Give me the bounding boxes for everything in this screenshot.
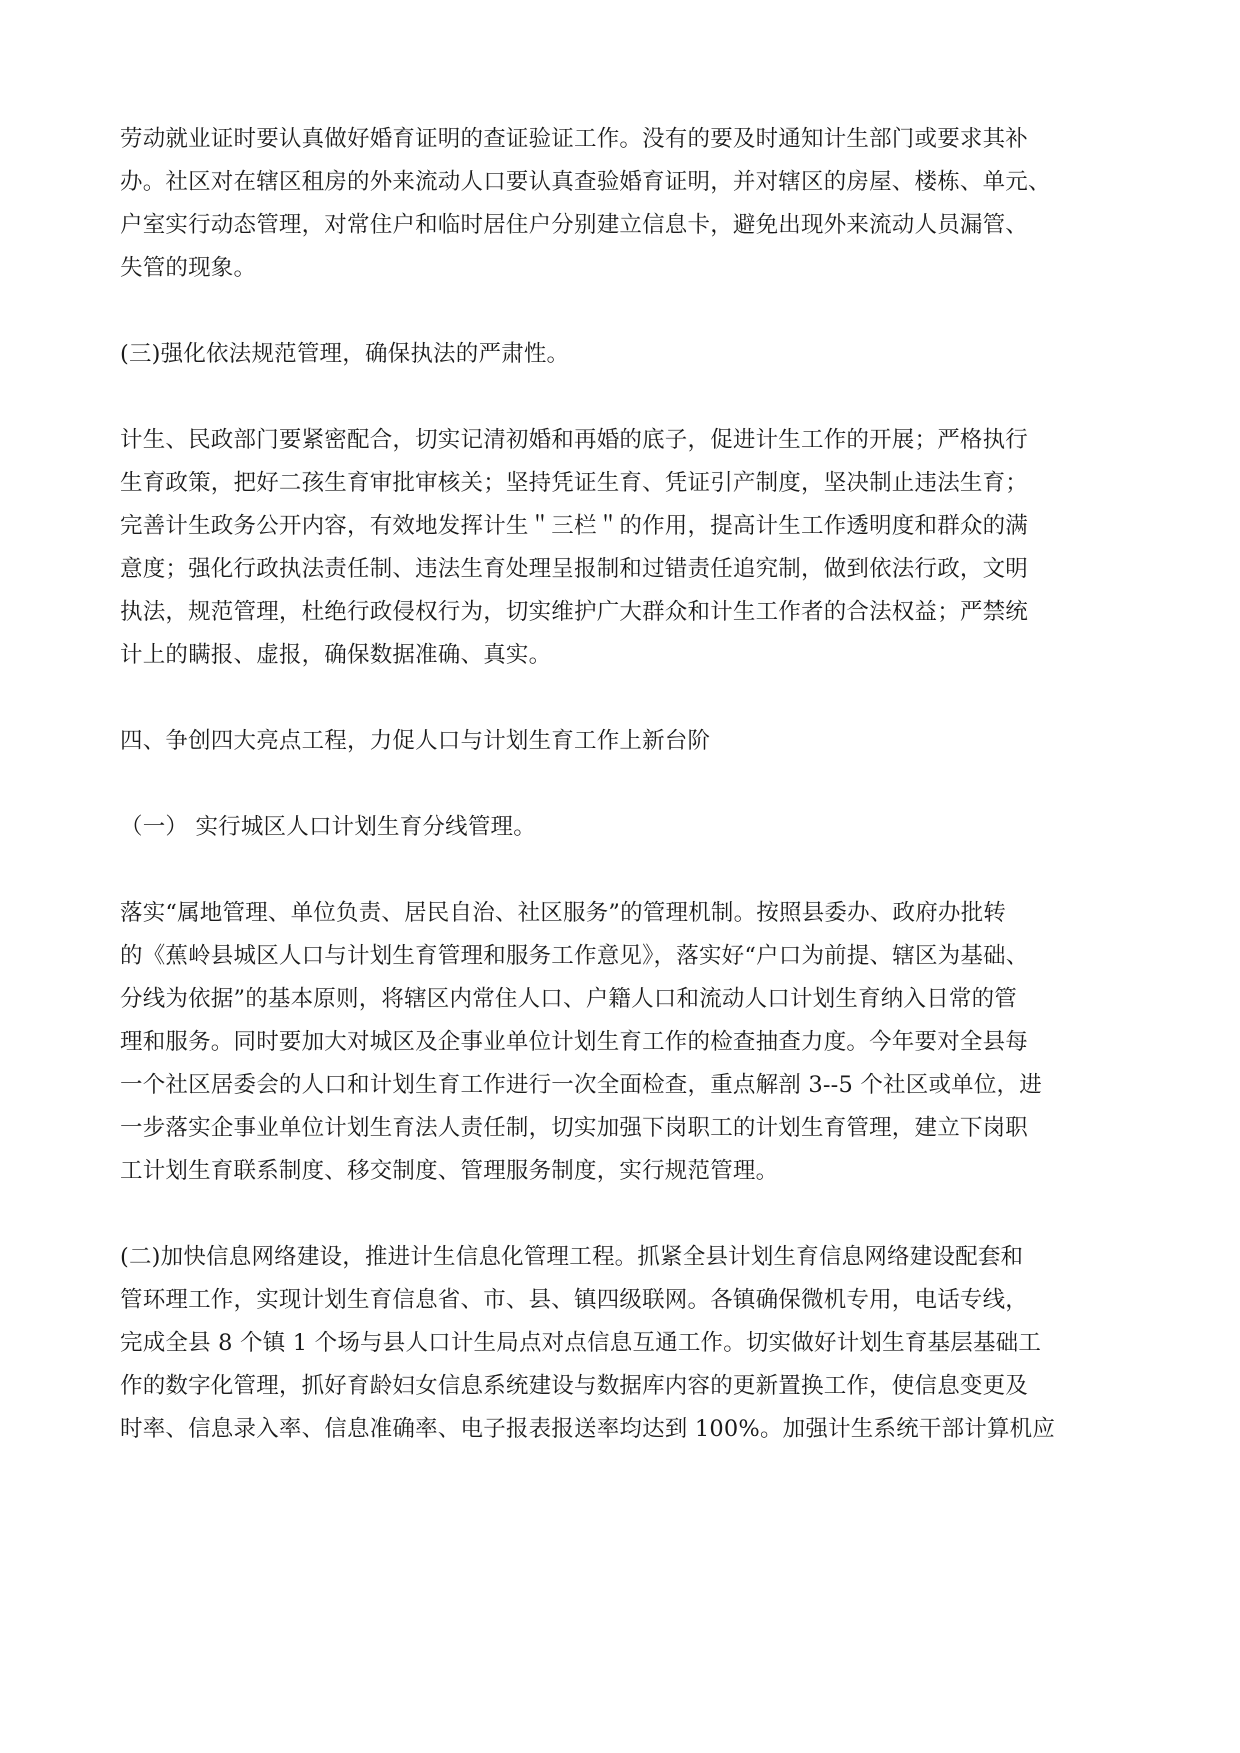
heading-line: 四、争创四大亮点工程，力促人口与计划生育工作上新台阶 xyxy=(120,728,711,754)
paragraph-2 xyxy=(120,419,1120,677)
text-line: 劳动就业证时要认真做好婚育证明的查证验证工作。没有的要及时通知计生部门或要求其补 xyxy=(120,126,1029,152)
paragraph-3 xyxy=(120,892,1120,1193)
text-line: (二)加快信息网络建设，推进计生信息化管理工程。抓紧全县计划生育信息网络建设配套和 xyxy=(120,1244,1024,1270)
document-body xyxy=(120,118,1120,1451)
text-line: 执法，规范管理，杜绝行政侵权行为，切实维护广大群众和计生工作者的合法权益；严禁统 xyxy=(120,599,1029,625)
text-line: 意度；强化行政执法责任制、违法生育处理呈报制和过错责任追究制，做到依法行政，文明 xyxy=(120,556,1029,582)
text-line: 生育政策，把好二孩生育审批审核关；坚持凭证生育、凭证引产制度，坚决制止违法生育； xyxy=(120,470,1029,496)
text-line: 一个社区居委会的人口和计划生育工作进行一次全面检查，重点解剖 3--5 个社区或单位，进 xyxy=(120,1072,1042,1098)
text-line: 落实“属地管理、单位负责、居民自治、社区服务”的管理机制。按照县委办、政府办批转 xyxy=(120,900,1007,926)
text-line: 分线为依据”的基本原则，将辖区内常住人口、户籍人口和流动人口计划生育纳入日常的管 xyxy=(120,986,1018,1012)
text-line: 计生、民政部门要紧密配合，切实记清初婚和再婚的底子，促进计生工作的开展；严格执行 xyxy=(120,427,1029,453)
paragraph-1 xyxy=(120,118,1120,290)
section-heading-4 xyxy=(120,720,1120,763)
text-line: 理和服务。同时要加大对城区及企事业单位计划生育工作的检查抽查力度。今年要对全县每 xyxy=(120,1029,1029,1055)
heading-line: （一） 实行城区人口计划生育分线管理。 xyxy=(120,814,536,840)
text-line: 办。社区对在辖区租房的外来流动人口要认真查验婚育证明，并对辖区的房屋、楼栋、单元、 xyxy=(120,169,1051,195)
section-heading-3 xyxy=(120,333,1120,376)
heading-line: (三)强化依法规范管理，确保执法的严肃性。 xyxy=(120,341,570,367)
text-line: 户室实行动态管理，对常住户和临时居住户分别建立信息卡，避免出现外来流动人员漏管、 xyxy=(120,212,1029,238)
text-line: 工计划生育联系制度、移交制度、管理服务制度，实行规范管理。 xyxy=(120,1158,779,1184)
text-line: 时率、信息录入率、信息准确率、电子报表报送率均达到 100%。加强计生系统干部计算机应 xyxy=(120,1416,1056,1442)
text-line: 失管的现象。 xyxy=(120,255,257,281)
text-line: 完善计生政务公开内容，有效地发挥计生＂三栏＂的作用，提高计生工作透明度和群众的满 xyxy=(120,513,1029,539)
text-line: 作的数字化管理，抓好育龄妇女信息系统建设与数据库内容的更新置换工作，使信息变更及 xyxy=(120,1373,1029,1399)
text-line: 管环理工作，实现计划生育信息省、市、县、镇四级联网。各镇确保微机专用，电话专线， xyxy=(120,1287,1029,1313)
subsection-heading-1 xyxy=(120,806,1120,849)
text-line: 一步落实企事业单位计划生育法人责任制，切实加强下岗职工的计划生育管理，建立下岗职 xyxy=(120,1115,1029,1141)
text-line: 的《蕉岭县城区人口与计划生育管理和服务工作意见》，落实好“户口为前提、辖区为基础、 xyxy=(120,943,1029,969)
paragraph-4 xyxy=(120,1236,1120,1451)
text-line: 计上的瞒报、虚报，确保数据准确、真实。 xyxy=(120,642,552,668)
text-line: 完成全县 8 个镇 1 个场与县人口计生局点对点信息互通工作。切实做好计划生育基层基础工 xyxy=(120,1330,1042,1356)
